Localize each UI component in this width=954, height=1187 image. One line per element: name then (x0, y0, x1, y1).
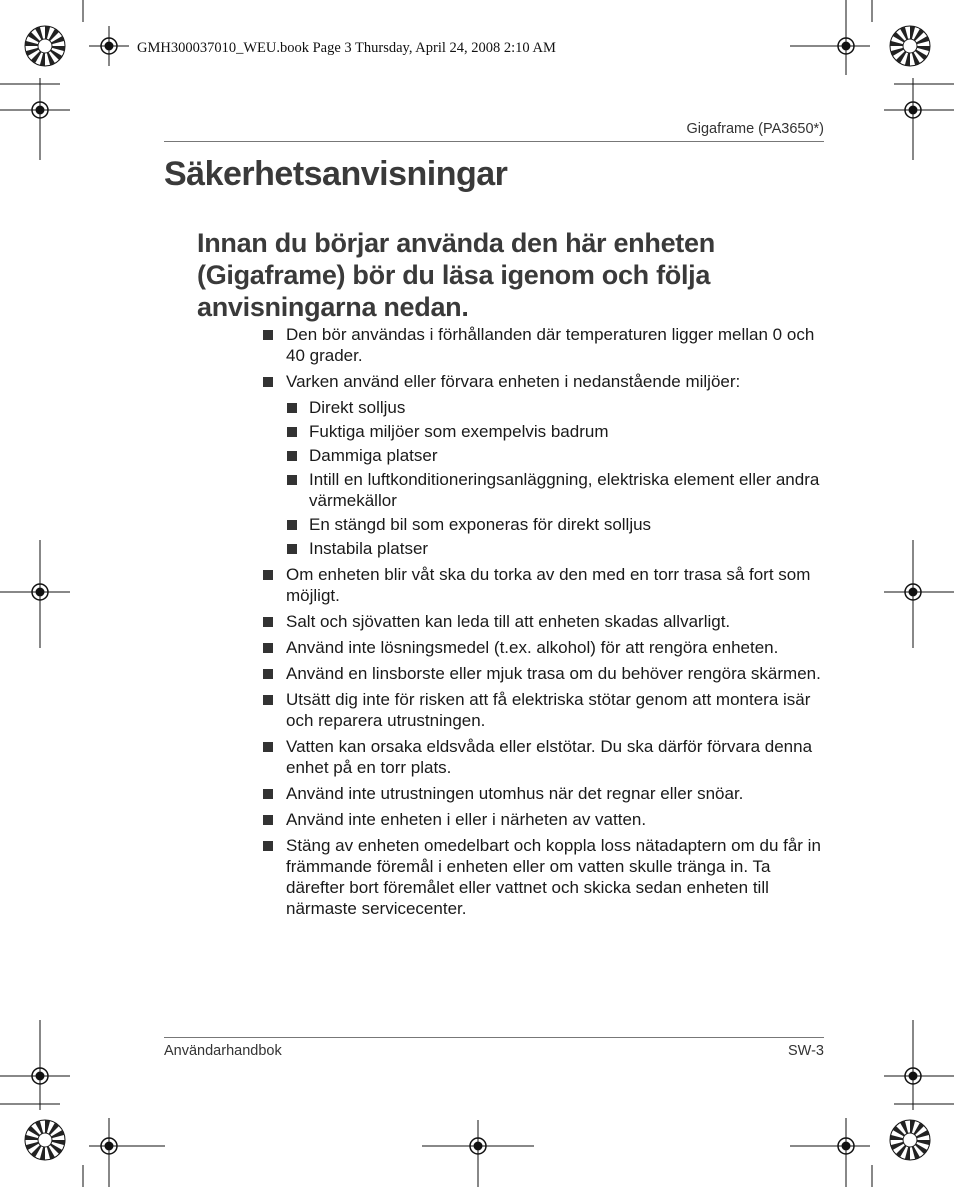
intro-heading: Innan du börjar använda den här enheten (Gigaframe) bör du läsa igenom och följa anvisningarna nedan. (197, 228, 715, 322)
bullet-square-icon (263, 617, 273, 627)
bullet-square-icon (287, 544, 297, 554)
page-title: Säkerhetsanvisningar (164, 155, 508, 193)
header-rule (164, 141, 824, 142)
bullet-square-icon (287, 427, 297, 437)
list-item: Använd inte lösningsmedel (t.ex. alkohol) för att rengöra enheten. (262, 637, 828, 658)
bullet-square-icon (263, 841, 273, 851)
running-head: Gigaframe (PA3650*) (686, 121, 824, 137)
list-item: Utsätt dig inte för risken att få elektriska stötar genom att montera isär och reparera utrustningen. (262, 689, 828, 731)
print-slug-line: GMH300037010_WEU.book Page 3 Thursday, April 24, 2008 2:10 AM (137, 40, 556, 56)
sub-list-item: Fuktiga miljöer som exempelvis badrum (286, 421, 828, 442)
bullet-square-icon (263, 789, 273, 799)
list-item: Vatten kan orsaka eldsvåda eller elstötar. Du ska därför förvara denna enhet på en torr plats. (262, 736, 828, 778)
color-wheel-center (38, 39, 52, 53)
sub-list-item: Instabila platser (286, 538, 828, 559)
bullet-square-icon (263, 695, 273, 705)
list-item: Salt och sjövatten kan leda till att enheten skadas allvarligt. (262, 611, 828, 632)
bullet-square-icon (263, 815, 273, 825)
bullet-square-icon (263, 742, 273, 752)
bullet-square-icon (287, 475, 297, 485)
sub-list-item: Intill en luftkonditioneringsanläggning, elektriska element eller andra värmekällor (286, 469, 828, 511)
sub-list-item: Direkt solljus (286, 397, 828, 418)
sub-list-item: Dammiga platser (286, 445, 828, 466)
footer-rule (164, 1037, 824, 1038)
environment-sublist (286, 397, 828, 559)
bullet-square-icon (287, 520, 297, 530)
bullet-square-icon (263, 570, 273, 580)
list-item: Stäng av enheten omedelbart och koppla loss nätadaptern om du får in främmande föremål i enheten eller om vatten skulle tränga in. Ta därefter bort föremålet eller vattnet och skicka sedan enheten till närmaste servicecenter. (262, 835, 828, 919)
bullet-square-icon (263, 330, 273, 340)
list-item: Den bör användas i förhållanden där temperaturen ligger mellan 0 och 40 grader. (262, 324, 828, 366)
bullet-square-icon (263, 377, 273, 387)
list-item: Varken använd eller förvara enheten i nedanstående miljöer: Direkt solljus Fuktiga miljöer som exempelvis badrum Dammiga platser Intill en luftkonditioneringsanläggning, elektriska element eller andra värmekällor En stängd bil som exponeras för direkt solljus Instabila platser (262, 371, 828, 559)
list-item: Använd inte utrustningen utomhus när det regnar eller snöar. (262, 783, 828, 804)
list-item: Om enheten blir våt ska du torka av den med en torr trasa så fort som möjligt. (262, 564, 828, 606)
bullet-square-icon (287, 403, 297, 413)
color-wheel-center (903, 1133, 917, 1147)
registration-mark-dot (105, 42, 113, 50)
bullet-square-icon (287, 451, 297, 461)
list-item: Använd en linsborste eller mjuk trasa om du behöver rengöra skärmen. (262, 663, 828, 684)
sub-list-item: En stängd bil som exponeras för direkt solljus (286, 514, 828, 535)
list-item: Använd inte enheten i eller i närheten av vatten. (262, 809, 828, 830)
safety-list (262, 324, 828, 924)
color-wheel-center (38, 1133, 52, 1147)
bullet-square-icon (263, 669, 273, 679)
bullet-square-icon (263, 643, 273, 653)
footer-manual-name: Användarhandbok (164, 1043, 282, 1059)
color-wheel-center (903, 39, 917, 53)
page-number: SW-3 (788, 1043, 824, 1059)
